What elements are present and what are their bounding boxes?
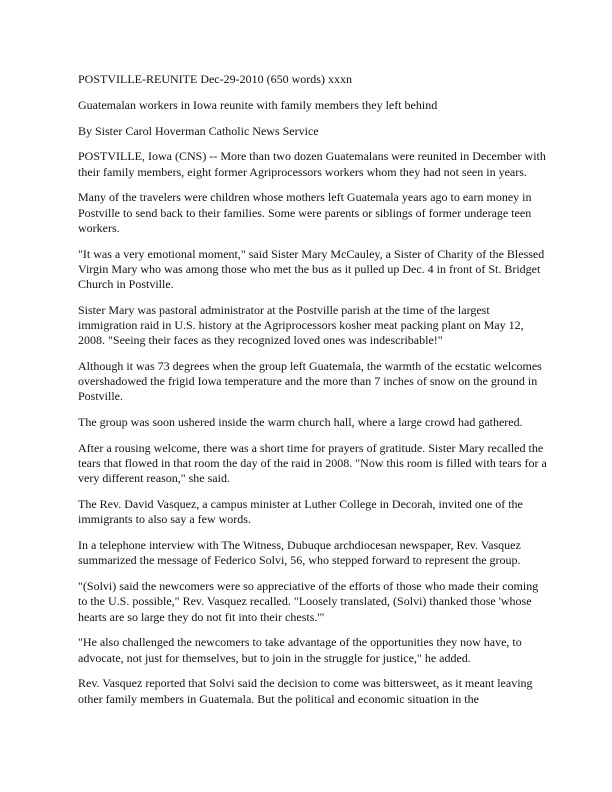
paragraph: "It was a very emotional moment," said Sister Mary McCauley, a Sister of Charity of the Blessed Virgin Mary who was among those who met the bus as it pulled up Dec. 4 in front of St. Bridget Church in Postville. [78,246,545,291]
paragraph: Although it was 73 degrees when the group left Guatemala, the warmth of the ecstatic welcomes overshadowed the frigid Iowa temperature and the more than 7 inches of snow on the ground in Postville. [78,359,542,404]
paragraph: In a telephone interview with The Witness, Dubuque archdiocesan newspaper, Rev. Vasquez summarized the message of Federico Solvi, 56, who stepped forward to represent the group. [78,538,521,568]
paragraph: The Rev. David Vasquez, a campus minister at Luther College in Decorah, invited one of the immigrants to also say a few words. [78,497,523,527]
story-slug: POSTVILLE-REUNITE Dec-29-2010 (650 words) xxxn [78,72,352,86]
paragraph: POSTVILLE, Iowa (CNS) -- More than two dozen Guatemalans were reunited in December with their family members, eight former Agriprocessors workers whom they had not seen in years. [78,149,546,179]
byline: By Sister Carol Hoverman Catholic News Service [78,123,319,138]
paragraph: "He also challenged the newcomers to take advantage of the opportunities they now have, to advocate, not just for themselves, but to join in the struggle for justice," he added. [78,635,522,665]
paragraph: Many of the travelers were children whose mothers left Guatemala years ago to earn money in Postville to send back to their families. Some were parents or siblings of former underage teen workers. [78,190,532,235]
document-page [78,72,548,717]
paragraph: The group was soon ushered inside the warm church hall, where a large crowd had gathered. [78,415,523,430]
paragraph: Rev. Vasquez reported that Solvi said the decision to come was bittersweet, as it meant leaving other family members in Guatemala. But the political and economic situation in the [78,676,533,706]
paragraph: After a rousing welcome, there was a short time for prayers of gratitude. Sister Mary recalled the tears that flowed in that room the day of the raid in 2008. "Now this room is filled with tears for a very different reason," she said. [78,441,547,486]
paragraph: Sister Mary was pastoral administrator at the Postville parish at the time of the largest immigration raid in U.S. history at the Agriprocessors kosher meat packing plant on May 12, 2008. "Seeing their faces as they recognized loved ones was indescribable!" [78,302,524,348]
paragraph: "(Solvi) said the newcomers were so appreciative of the efforts of those who made their coming to the U.S. possible," Rev. Vasquez recalled. "Loosely translated, (Solvi) thanked those 'whose hearts are so large they do not fit into their chests.'" [78,579,539,624]
headline: Guatemalan workers in Iowa reunite with family members they left behind [78,97,438,112]
